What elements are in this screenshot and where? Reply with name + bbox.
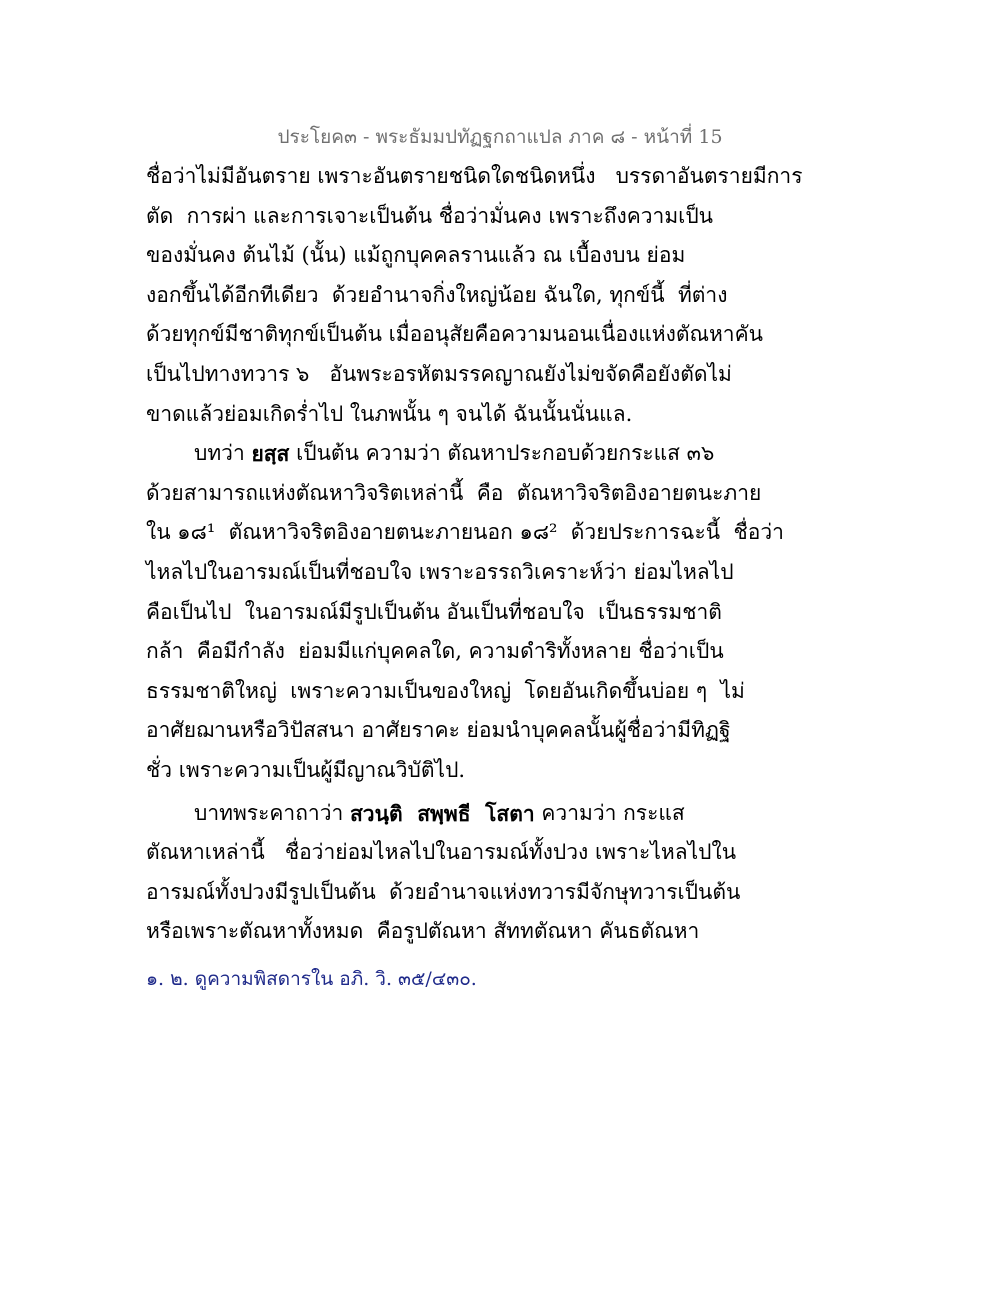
- text-line: ด้วยทุกข์มีชาติทุกข์เป็นต้น เมื่ออนุสัยคือความนอนเนื่องแห่งตัณหาคัน: [146, 322, 763, 347]
- line-rest: ความว่า กระแส: [534, 800, 685, 825]
- text-line: หรือเพราะตัณหาทั้งหมด คือรูปตัณหา สัททตัณหา คันธตัณหา: [146, 919, 700, 944]
- text-line: เป็นไปทางทวาร ๖ อันพระอรหัตมรรคญาณยังไม่ขจัดคือยังตัดไม่: [146, 361, 732, 386]
- text-line: ชื่อว่าไม่มีอันตราย เพราะอันตรายชนิดใดชนิดหนึ่ง บรรดาอันตรายมีการ: [146, 164, 803, 188]
- text-line: ชั่ว เพราะความเป็นผู้มีญาณวิบัติไป.: [146, 757, 466, 782]
- paragraph-first-line: [146, 434, 746, 474]
- paragraph-first-line: [146, 794, 746, 834]
- running-header: ประโยค๓ - พระธัมมปทัฏฐกถาแปล ภาค ๘ - หน้าที่ 15: [277, 126, 723, 148]
- text-line: งอกขึ้นได้อีกทีเดียว ด้วยอำนาจกิ่งใหญ่น้อย ฉันใด, ทุกข์นี้ ที่ต่าง: [146, 282, 728, 307]
- paragraph-2: [146, 434, 784, 790]
- text-line: กล้า คือมีกำลัง ย่อมมีแก่บุคคลใด, ความดำริทั้งหลาย ชื่อว่าเป็น: [146, 639, 724, 664]
- paragraph-3: [146, 794, 746, 952]
- text-line: อาศัยฌานหรือวิปัสสนา อาศัยราคะ ย่อมนำบุคคลนั้นผู้ชื่อว่ามีทิฏฐิ: [146, 718, 731, 743]
- paragraph-1: [146, 157, 803, 434]
- lead-text: บาทพระคาถาว่า: [194, 800, 350, 825]
- text-line: ด้วยสามารถแห่งตัณหาวิจริตเหล่านี้ คือ ตัณหาวิจริตอิงอายตนะภาย: [146, 480, 762, 505]
- body-text: [146, 157, 803, 952]
- text-line: อารมณ์ทั้งปวงมีรูปเป็นต้น ด้วยอำนาจแห่งทวารมีจักษุทวารเป็นต้น: [146, 879, 741, 904]
- text-line: คือเป็นไป ในอารมณ์มีรูปเป็นต้น อันเป็นที่ชอบใจ เป็นธรรมชาติ: [146, 599, 722, 624]
- text-line: ตัณหาเหล่านี้ ชื่อว่าย่อมไหลไปในอารมณ์ทั้งปวง เพราะไหลไปใน: [146, 840, 737, 865]
- text-line: ธรรมชาติใหญ่ เพราะความเป็นของใหญ่ โดยอันเกิดขึ้นบ่อย ๆ ไม่: [146, 678, 745, 703]
- lead-text: บทว่า: [194, 441, 252, 466]
- footnote: ๑. ๒. ดูความพิสดารใน อภิ. วิ. ๓๕/๔๓๐.: [146, 968, 477, 990]
- text-line: ไหลไปในอารมณ์เป็นที่ชอบใจ เพราะอรรถวิเคราะห์ว่า ย่อมไหลไป: [146, 559, 734, 584]
- text-line: ของมั่นคง ต้นไม้ (นั้น) แม้ถูกบุคคลรานแล้ว ณ เบื้องบน ย่อม: [146, 243, 686, 268]
- pali-keyword: สวนฺติ สพฺพธี โสตา: [349, 800, 535, 826]
- text-line: ตัด การผ่า และการเจาะเป็นต้น ชื่อว่ามั่นคง เพราะถึงความเป็น: [146, 203, 714, 228]
- text-line: ขาดแล้วย่อมเกิดร่ำไป ในภพนั้น ๆ จนได้ ฉันนั้นนั่นแล.: [146, 401, 633, 426]
- pali-keyword: ยสฺส: [251, 441, 290, 467]
- line-rest: เป็นต้น ความว่า ตัณหาประกอบด้วยกระแส ๓๖: [289, 441, 715, 466]
- text-line: ใน ๑๘¹ ตัณหาวิจริตอิงอายตนะภายนอก ๑๘² ด้วยประการฉะนี้ ชื่อว่า: [146, 520, 784, 545]
